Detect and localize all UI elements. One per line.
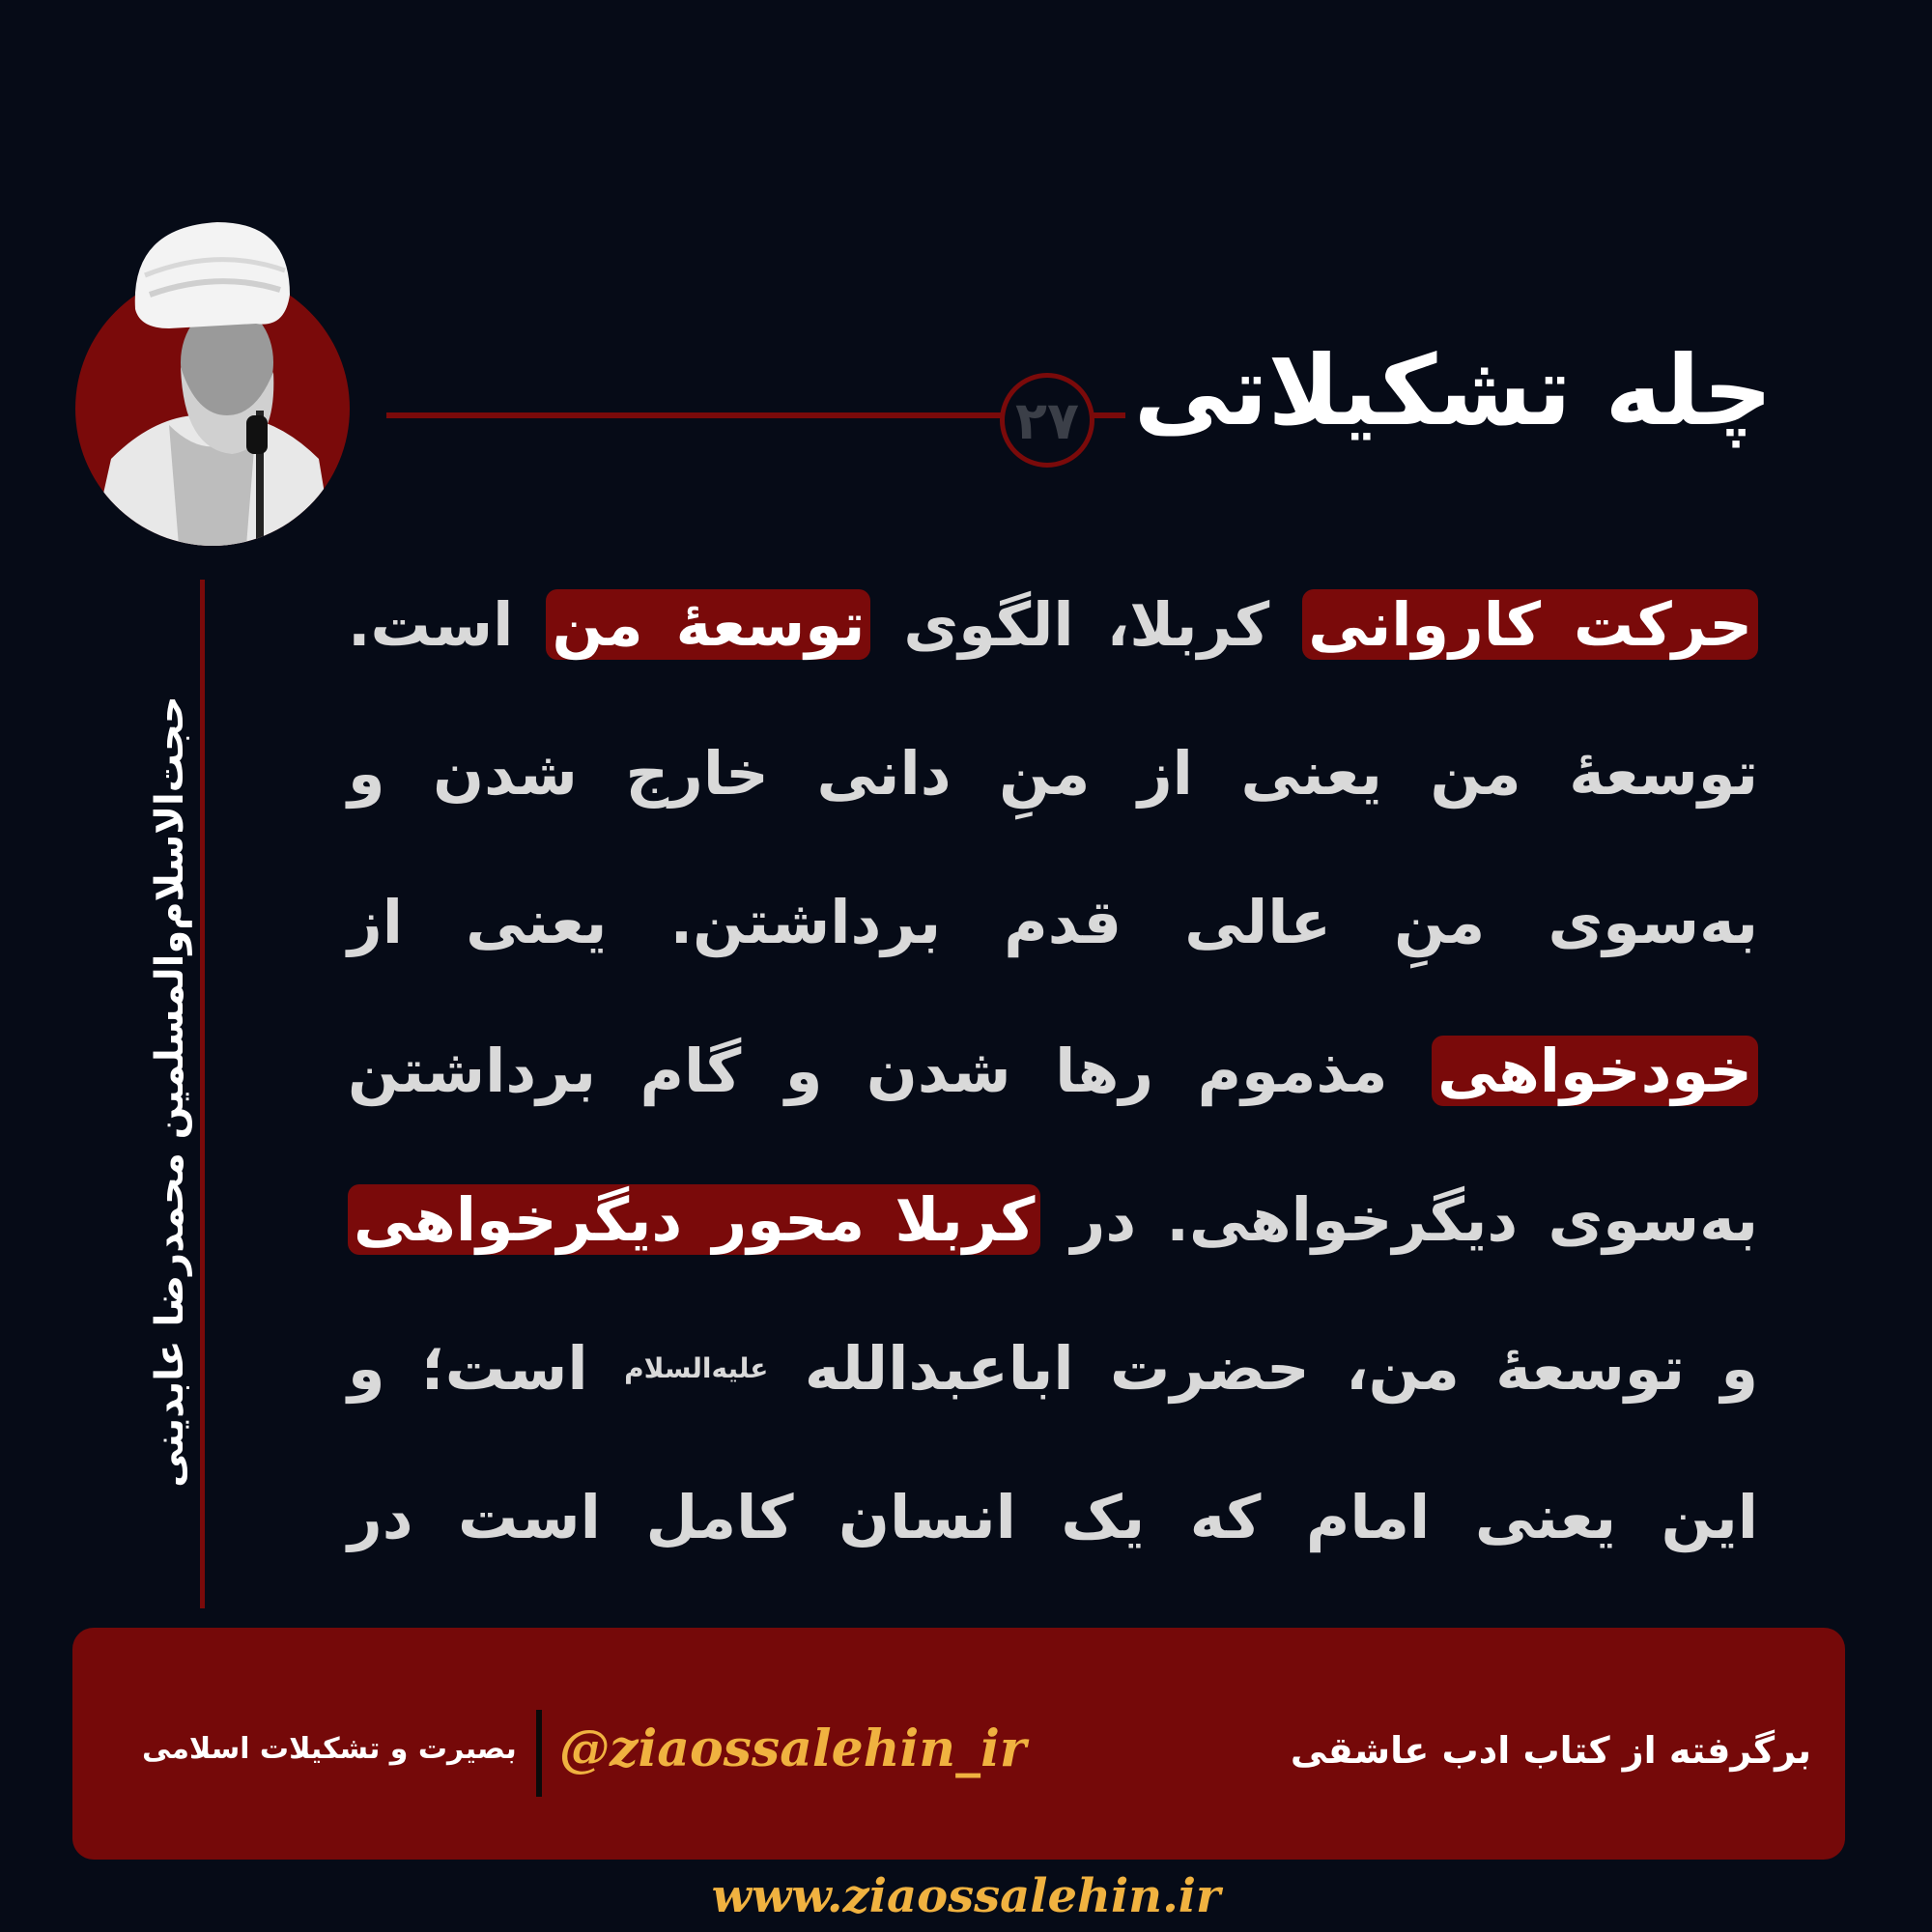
day-number-badge: ۲۷ [1000,373,1094,468]
footer-divider [536,1710,542,1797]
page-title: چله تشکیلاتی [1133,334,1773,447]
highlight-text: حرکت کاروانی [1302,589,1758,660]
speaker-name: حجت‌الاسلام‌والمسلمین محمدرضا عابدینی [140,633,200,1550]
footer-banner [72,1628,1845,1860]
source-credit: برگرفته از کتاب ادب عاشقی [1290,1729,1811,1772]
body-text-segment: است. توسعۀ من یعنی از منِ دانی خارج شدن و به‌سوی منِ عالی قدم برداشتن. یعنی از [348,589,1758,957]
website-link[interactable]: www.ziaossalehin.ir [711,1869,1221,1923]
highlight-text: توسعۀ من [546,589,870,660]
body-text-segment: کربلا، الگوی [870,589,1303,660]
organization-name: بصیرت و تشکیلات اسلامی [142,1732,517,1766]
social-handle[interactable]: @ziaossalehin_ir [559,1719,1027,1778]
body-text-segment: است؛ و این یعنی امام که یک انسان کامل است در [348,1333,1758,1552]
body-text-segment: مذموم رها شدن و گام برداشتن به‌سوی دیگرخواهی. در [348,1036,1758,1255]
body-text-segment: و توسعۀ من، حضرت اباعبدالله [768,1333,1759,1404]
honorific-glyph: علیه‌السلام [624,1352,769,1384]
speaker-vertical-line [200,580,205,1608]
highlight-text: خودخواهی [1432,1036,1758,1106]
highlight-text: کربلا محور دیگرخواهی [348,1184,1040,1255]
speaker-portrait [72,217,353,546]
